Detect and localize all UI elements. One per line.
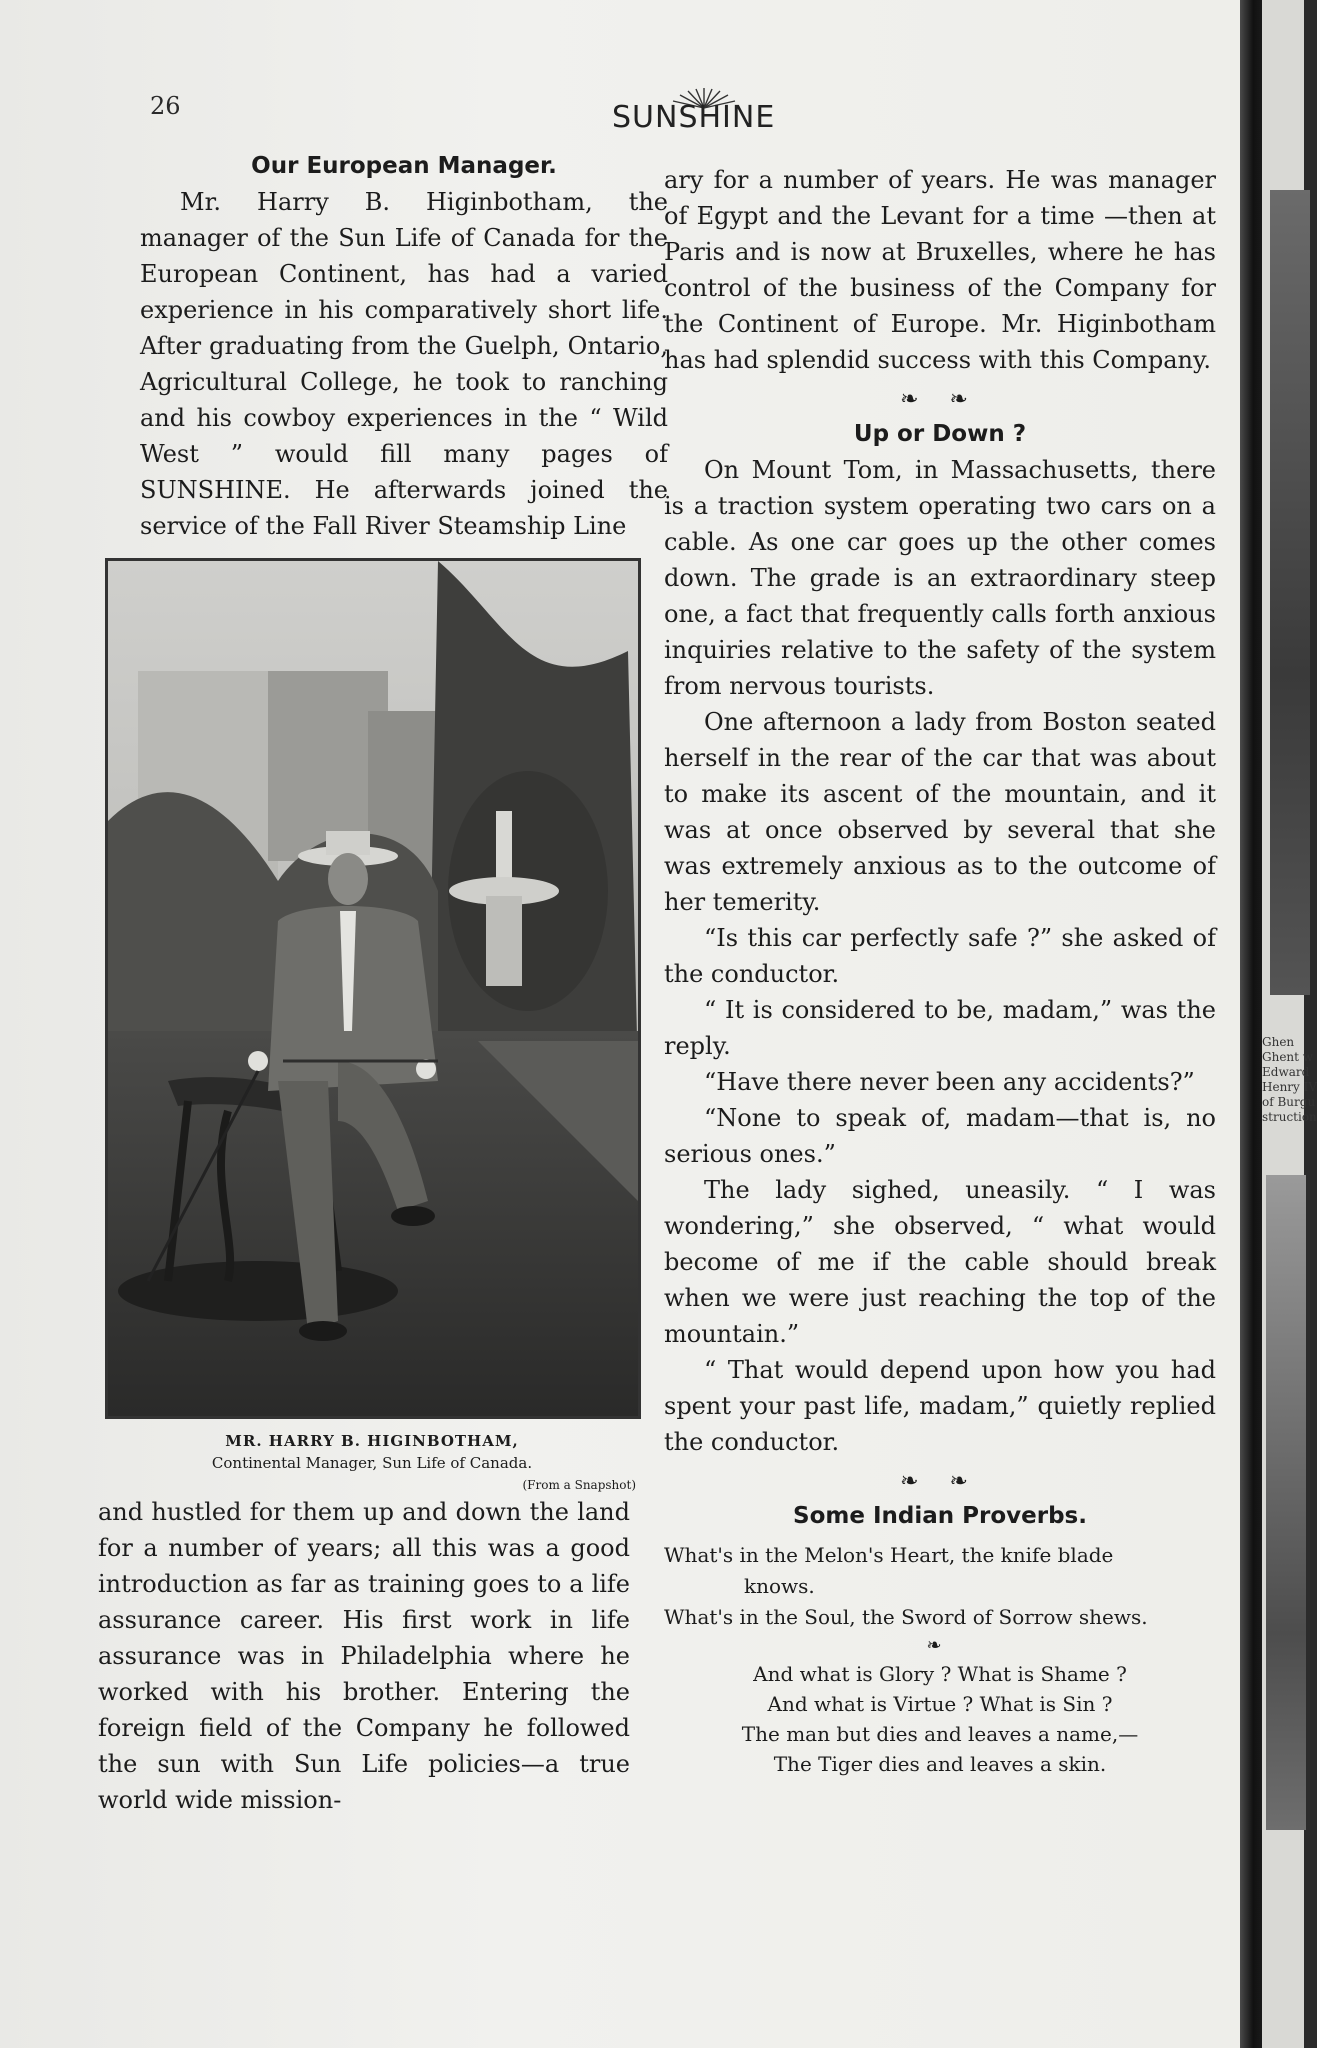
adjacent-caption: Ghen Ghent w Edward Henry IV of Burgu struction [1262, 1035, 1317, 1124]
article-up-or-down [664, 452, 1216, 1460]
adjacent-photo [1270, 190, 1310, 995]
article-paragraph: On Mount Tom, in Massachusetts, there is a traction system operating two cars on a cable. As one car goes up the other comes down. The grade is an extraordinary steep one, a fact that frequently calls forth anxious inquiries relative to the safety of the system from nervous tourists. [664, 456, 1216, 700]
article-paragraph: “ It is considered to be, madam,” was the reply. [664, 996, 1216, 1060]
book-gutter [1240, 0, 1262, 2048]
proverb-line: What's in the Soul, the Sword of Sorrow shews. [664, 1605, 1148, 1629]
article-paragraph: “None to speak of, madam—that is, no serious ones.” [664, 1104, 1216, 1168]
proverb-line: What's in the Melon's Heart, the knife blade [664, 1543, 1114, 1567]
article-european-manager [140, 148, 668, 544]
masthead-title: SUNSHINE [612, 100, 776, 135]
proverb-verse [664, 1659, 1216, 1779]
proverb-line: knows. [744, 1574, 815, 1598]
leaf-ornament: ❧ ❧ [900, 1469, 980, 1494]
indian-proverbs [664, 1540, 1216, 1779]
verse-line: The Tiger dies and leaves a skin. [773, 1752, 1107, 1776]
article-paragraph: Mr. Harry B. Higinbotham, the manager of the Sun Life of Canada for the European Continent, has had a varied experience in his comparatively short life. After graduating from the Guelph, Ontario, Agricultural College, he took to ranching and his cowboy experiences in the “ Wild West ” would fill many pages of SUNSHINE. He afterwards joined the service of the Fall River Steamship Line [140, 188, 668, 540]
caption-title: Continental Manager, Sun Life of Canada. [211, 1454, 533, 1472]
article-paragraph: One afternoon a lady from Boston seated herself in the rear of the car that was about to make its ascent of the mountain, and it was at once observed by several that she was extremely anxious as to the outcome of her temerity. [664, 708, 1216, 916]
article-paragraph: “Have there never been any accidents?” [704, 1068, 1195, 1096]
article-heading: Up or Down ? [853, 421, 1027, 447]
photo-caption [108, 1430, 636, 1496]
article-paragraph: and hustled for them up and down the land for a number of years; all this was a good introduction as far as training goes to a life assurance career. His first work in life assurance was in Philadelphia where he worked with his brother. Entering the foreign field of the Company he followed the sun with Sun Life policies—a true world wide mission- [98, 1498, 630, 1814]
article-paragraph: “Is this car perfectly safe ?” she asked of the conductor. [664, 924, 1216, 988]
article-paragraph: The lady sighed, uneasily. “ I was wondering,” she observed, “ what would become of me if the cable should break when we were just reaching the top of the mountain.” [664, 1176, 1216, 1348]
verse-line: The man but dies and leaves a name,— [741, 1722, 1139, 1746]
verse-line: And what is Virtue ? What is Sin ? [767, 1692, 1113, 1716]
caption-credit: (From a Snapshot) [522, 1478, 636, 1492]
verse-line: And what is Glory ? What is Shame ? [753, 1662, 1127, 1686]
article-european-manager-continued [98, 1494, 630, 1818]
article-paragraph: “ That would depend upon how you had spent your past life, madam,” quietly replied the conductor. [664, 1356, 1216, 1456]
article-heading: Our European Manager. [251, 153, 557, 179]
portrait-photo [105, 558, 641, 1419]
adjacent-photo [1266, 1175, 1306, 1830]
caption-name: MR. HARRY B. HIGINBOTHAM, [225, 1432, 519, 1450]
right-column [664, 162, 1216, 1779]
leaf-ornament: ❧ ❧ [900, 387, 980, 412]
page-number: 26 [150, 92, 181, 120]
leaf-ornament: ❧ [926, 1635, 954, 1656]
adjacent-page-edge [1262, 0, 1317, 2048]
article-heading: Some Indian Proverbs. [793, 1503, 1087, 1529]
article-paragraph: ary for a number of years. He was manager of Egypt and the Levant for a time —then at Paris and is now at Bruxelles, where he has control of the business of the Company for the Continent of Europe. Mr. Higinbotham has had splendid success with this Company. [664, 166, 1216, 374]
